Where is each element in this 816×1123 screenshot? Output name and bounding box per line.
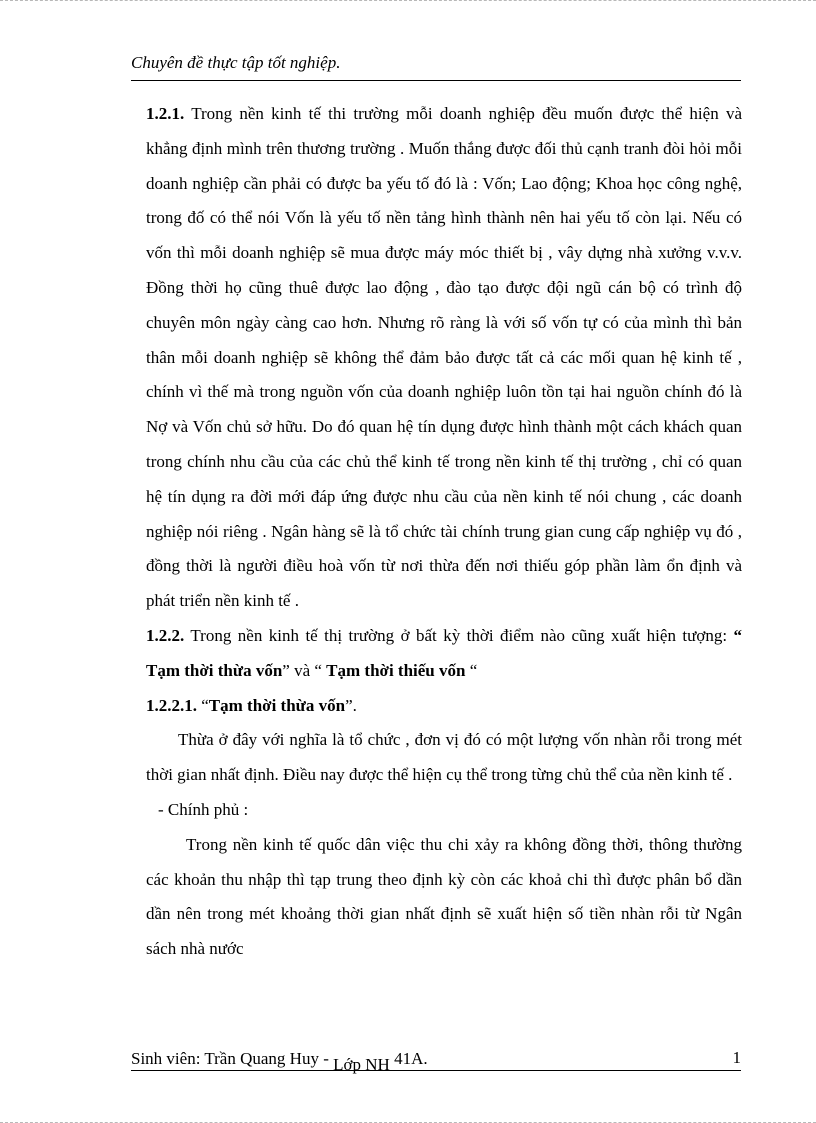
page-header: [131, 52, 741, 81]
section-1-2-2-1-heading: 1.2.2.1. “Tạm thời thừa vốn”.: [146, 695, 357, 715]
term-shortage: Tạm thời thiếu vốn: [326, 660, 466, 680]
page-footer: [131, 1046, 741, 1074]
section-number: 1.2.2.: [146, 625, 185, 645]
section-number: 1.2.1.: [146, 104, 185, 123]
paragraph-surplus: Thừa ở đây với nghĩa là tổ chức , đơn vị đó có một lượng vốn nhàn rỗi trong mét thời gian nhất định. Điều nay được thể hiện cụ thể trong từng chủ thể của nền kinh tế .: [146, 730, 742, 785]
document-body: [146, 97, 742, 967]
section-text: Trong nền kinh tế thi trường mỗi doanh nghiệp đều muốn được thể hiện và khẳng định mình trên thương trường . Muốn thắng được đối thủ cạnh tranh đòi hỏi mỗi doanh nghiệp cần phải có được ba yếu tố đó là : Vốn; Lao động; Khoa học công nghệ, trong đố có thể nói Vốn là yếu tố nền tảng hình thành nên hai yếu tố còn lại. Nếu có vốn thì mỗi doanh nghiệp sẽ mua được máy móc thiết bị , vây dựng nhà xưởng v.v.v. Đồng thời họ cũng thuê được lao động , đào tạo được đội ngũ cán bộ có trình độ chuyên môn ngày càng cao hơn. Nhưng rõ ràng là với số vốn tự có của mình thì bản thân mỗi doanh nghiệp sẽ không thể đảm bảo được tất cả các mối quan hệ kinh tế , chính vì thế mà trong nguồn vốn của doanh nghiệp luôn tồn tại hai nguồn chính đó là Nợ và Vốn chủ sở hữu. Do đó quan hệ tín dụng được hình thành một cách khách quan trong chính nhu cầu của các chủ thể kinh tế trong nền kinh tế thị trường , chỉ có quan hệ tín dụng ra đời mới đáp ứng được nhu cầu của nền kinh tế nói chung , các doanh nghiệp nói riêng . Ngân hàng sẽ là tổ chức tài chính trung gian cung cấp nghiệp vụ đó , đồng thời là người điều hoà vốn từ nơi thừa đến nơi thiếu góp phần làm ổn định và phát triển nền kinh tế .: [146, 104, 742, 611]
paragraph-government: Trong nền kinh tế quốc dân việc thu chi xảy ra không đồng thời, thông thường các khoản thu nhập thì tạp trung theo định kỳ còn các khoả chi thì được phân bổ dần dần nên trong mét khoảng thời gian nhất định sẽ xuất hiện số tiền nhàn rỗi từ Ngân sách nhà nước: [146, 834, 742, 959]
section-1-2-1: [146, 97, 742, 619]
section-1-2-2: 1.2.2. Trong nền kinh tế thị trường ở bất kỳ thời điểm nào cũng xuất hiện tượng: “ Tạm thời thừa vốn” và “ Tạm thời thiếu vốn “: [146, 625, 742, 680]
footer-class: Lớp NH: [333, 1055, 390, 1074]
section-number: 1.2.2.1.: [146, 695, 197, 715]
section-title: Tạm thời thừa vốn: [208, 695, 346, 715]
term-surplus: “ Tạm thời thừa vốn: [146, 625, 742, 680]
page-number: 1: [732, 1048, 741, 1067]
footer-student: Sinh viên: Trần Quang Huy - Lớp NH 41A.: [131, 1049, 428, 1074]
header-title: Chuyên đề thực tập tốt nghiệp.: [131, 53, 341, 72]
list-item-government: - Chính phủ :: [158, 799, 249, 819]
